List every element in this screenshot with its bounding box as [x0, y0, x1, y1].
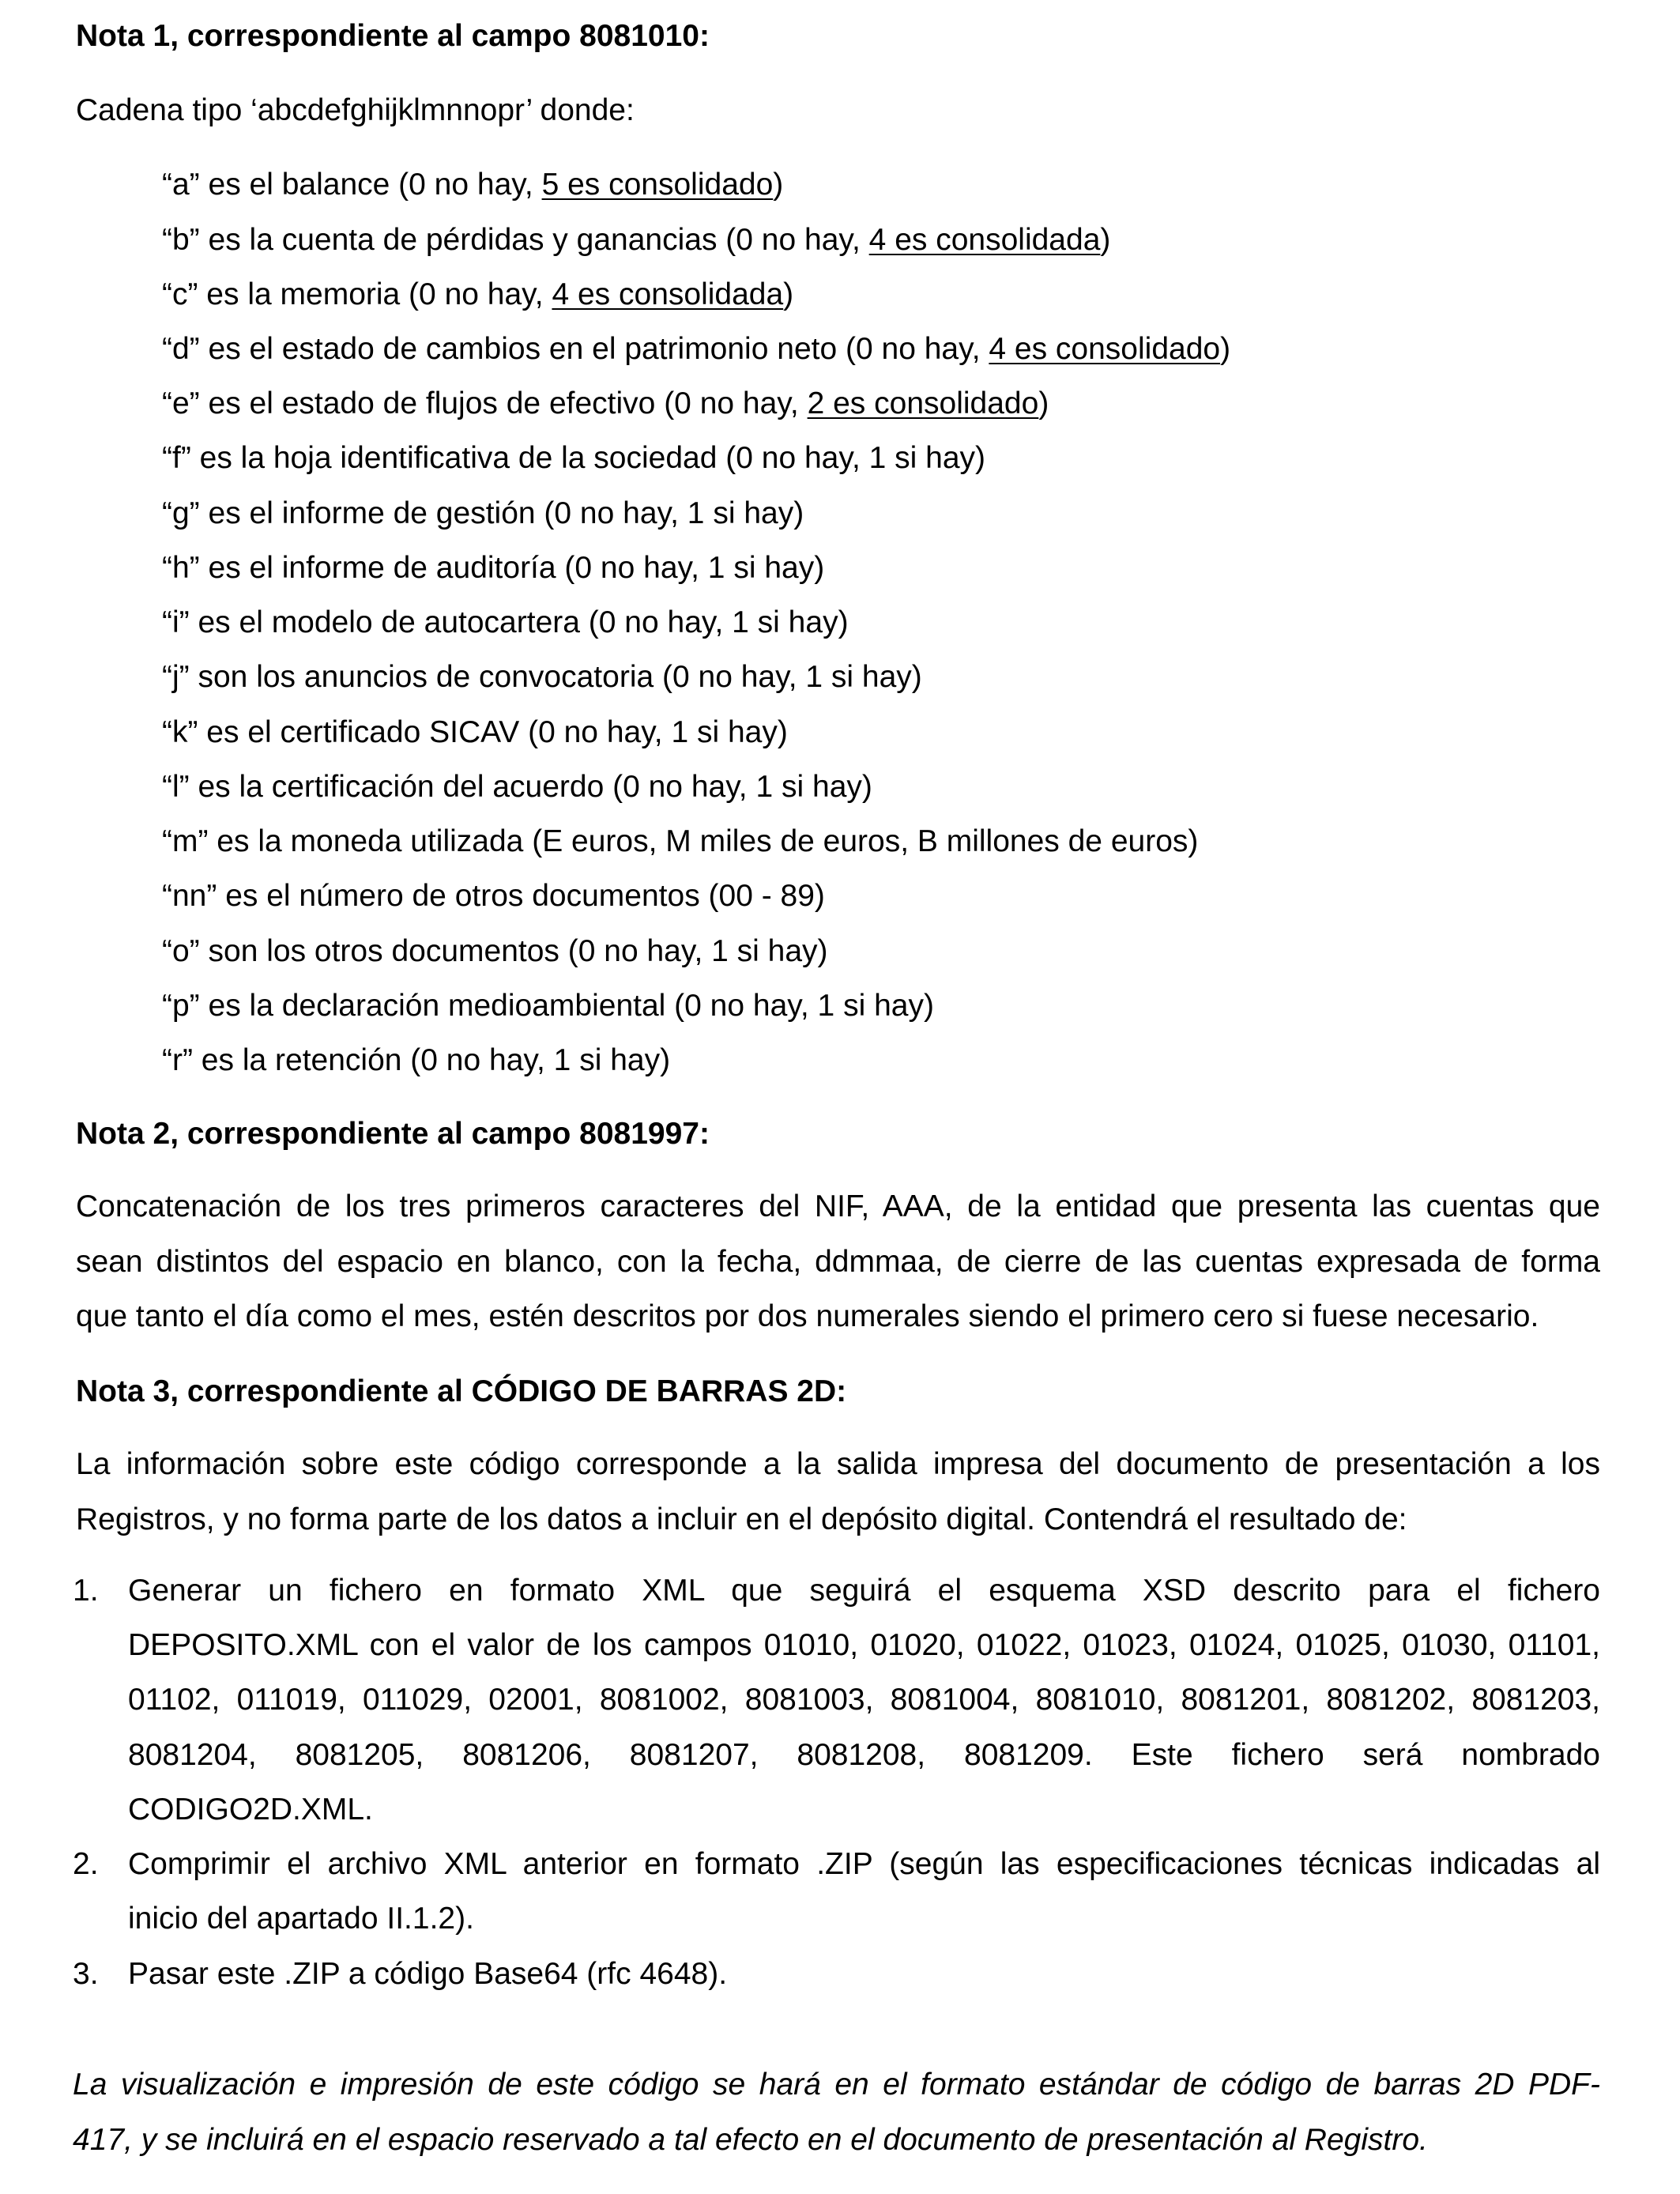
list-item: “d” es el estado de cambios en el patrimonio neto (0 no hay, 4 es consolidado) — [162, 332, 1231, 366]
list-item: “f” es la hoja identificativa de la sociedad (0 no hay, 1 si hay) — [162, 441, 986, 475]
list-item: “j” son los anuncios de convocatoria (0 no hay, 1 si hay) — [162, 660, 922, 694]
step-line: DEPOSITO.XML con el valor de los campos 01010, 01020, 01022, 01023, 01024, 01025, 01030, 01101, — [128, 1628, 1600, 1662]
list-item: “nn” es el número de otros documentos (00 - 89) — [162, 879, 825, 913]
list-item: “c” es la memoria (0 no hay, 4 es consolidada) — [162, 277, 794, 311]
step-line: 8081204, 8081205, 8081206, 8081207, 8081208, 8081209. Este fichero será nombrado — [128, 1738, 1600, 1772]
closing-line: La visualización e impresión de este código se hará en el formato estándar de código de barras 2D PDF- — [73, 2068, 1600, 2102]
list-item: “r” es la retención (0 no hay, 1 si hay) — [162, 1043, 671, 1077]
list-item: “m” es la moneda utilizada (E euros, M miles de euros, B millones de euros) — [162, 824, 1199, 858]
list-item: “o” son los otros documentos (0 no hay, 1 si hay) — [162, 934, 828, 968]
list-item: “b” es la cuenta de pérdidas y ganancias (0 no hay, 4 es consolidada) — [162, 223, 1111, 257]
list-item: “g” es el informe de gestión (0 no hay, 1 si hay) — [162, 496, 804, 530]
list-item: “k” es el certificado SICAV (0 no hay, 1 si hay) — [162, 715, 788, 749]
list-item: “e” es el estado de flujos de efectivo (0 no hay, 2 es consolidado) — [162, 386, 1049, 420]
list-item: “i” es el modelo de autocartera (0 no hay, 1 si hay) — [162, 605, 849, 639]
paragraph-line: sean distintos del espacio en blanco, con la fecha, ddmmaa, de cierre de las cuentas expresada de forma — [76, 1245, 1600, 1279]
closing-line: 417, y se incluirá en el espacio reservado a tal efecto en el documento de presentación al Registro. — [73, 2123, 1428, 2157]
nota2-heading: Nota 2, correspondiente al campo 8081997: — [76, 1117, 710, 1151]
step-line: CODIGO2D.XML. — [128, 1793, 373, 1826]
nota3-heading: Nota 3, correspondiente al CÓDIGO DE BARRAS 2D: — [76, 1374, 847, 1408]
paragraph-line: Registros, y no forma parte de los datos a incluir en el depósito digital. Contendrá el resultado de: — [76, 1502, 1407, 1536]
step-number: 1. — [73, 1574, 99, 1608]
nota1-intro: Cadena tipo ‘abcdefghijklmnnopr’ donde: — [76, 93, 635, 127]
paragraph-line: Concatenación de los tres primeros caracteres del NIF, AAA, de la entidad que presenta las cuentas que — [76, 1189, 1600, 1223]
step-line: inicio del apartado II.1.2). — [128, 1902, 474, 1936]
list-item: “p” es la declaración medioambiental (0 no hay, 1 si hay) — [162, 989, 934, 1023]
step-line: Pasar este .ZIP a código Base64 (rfc 4648). — [128, 1957, 728, 1991]
step-line: 01102, 011019, 011029, 02001, 8081002, 8081003, 8081004, 8081010, 8081201, 8081202, 8081203, — [128, 1683, 1600, 1717]
list-item: “a” es el balance (0 no hay, 5 es consolidado) — [162, 168, 784, 202]
step-number: 3. — [73, 1957, 99, 1991]
paragraph-line: La información sobre este código corresponde a la salida impresa del documento de presentación a los — [76, 1447, 1600, 1481]
step-number: 2. — [73, 1847, 99, 1881]
paragraph-line: que tanto el día como el mes, estén descritos por dos numerales siendo el primero cero si fuese necesario. — [76, 1299, 1539, 1333]
list-item: “l” es la certificación del acuerdo (0 no hay, 1 si hay) — [162, 770, 872, 804]
list-item: “h” es el informe de auditoría (0 no hay, 1 si hay) — [162, 551, 825, 585]
step-line: Comprimir el archivo XML anterior en formato .ZIP (según las especificaciones técnicas indicadas al — [128, 1847, 1600, 1881]
step-line: Generar un fichero en formato XML que seguirá el esquema XSD descrito para el fichero — [128, 1574, 1600, 1608]
nota1-heading: Nota 1, correspondiente al campo 8081010: — [76, 19, 710, 53]
